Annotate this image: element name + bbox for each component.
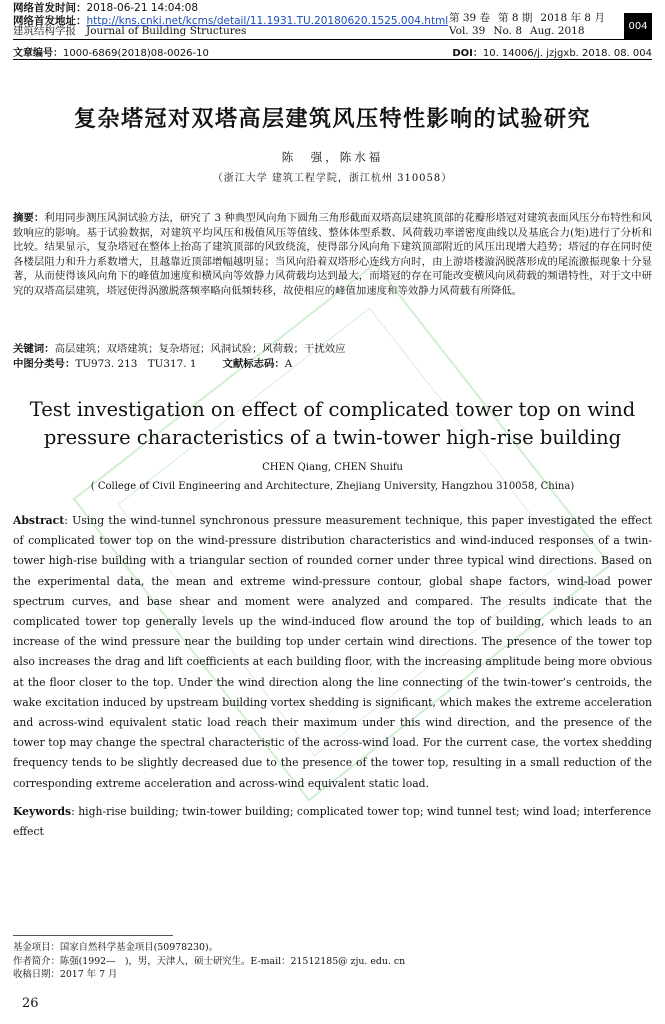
classification — [13, 355, 292, 370]
issue-en: No. 8 — [493, 25, 523, 37]
page-code-badge: 004 — [624, 13, 652, 39]
online-time: 2018-06-21 14:04:08 — [86, 2, 199, 14]
footnote-fund: 基金项目：国家自然科学基金项目(50978230)。 — [13, 942, 219, 953]
abstract-en-text: Using the wind-tunnel synchronous pressure measurement technique, this paper investigated the effect of complicated tower top on the wind-pressure distribution characteristics and wind-induced responses of a twin-tower high-rise building with a triangular section of rounded corner under three typical wind directions. Based on the experimental data, the mean and extreme wind-pressure contour, global shape factors, wind-load power spectrum curves, and base shear and moment were analyzed and compared. The results indicate that the complicated tower top generally levels up the wind-induced flow around the top of building, which leads to an increase of the wind pressure near the building top under certain wind directions. The presence of the tower top also increases the drag and lift coefficients at each building floor, with the increasing amplitude being more obvious at the floor closer to the top. Under the wind direction along the line connecting of the twin-tower’s centroids, the wake excitation induced by upstream building vortex shedding is significant, which makes the extreme acceleration and across-wind equivalent static load reach their maximum under this wind direction, and the presence of the tower top may change the spectral characteristic of the across-wind load. For the current case, the vortex shedding frequency tends to be slightly decreased due to the presence of the tower top, resulting in a small reduction of the corresponding extreme acceleration and across-wind equivalent static load. — [13, 514, 652, 790]
keywords-cn-text: 高层建筑；双塔建筑；复杂塔冠；风洞试验；风荷载；干扰效应 — [54, 343, 346, 355]
article-number — [13, 44, 209, 59]
issue-cn: 第 8 期 — [498, 12, 533, 24]
article-number-value: 1000-6869(2018)08-0026-10 — [63, 48, 209, 59]
keywords-en-label: Keywords — [13, 805, 72, 818]
volume-en: Vol. 39 — [449, 25, 486, 37]
keywords-cn-label: 关键词： — [13, 343, 55, 355]
authors-cn: 陈 强，陈水福 — [281, 150, 384, 164]
footnote-author: 作者简介：陈强(1992— )，男，天津人，硕士研究生。E-mail：21512185@ zju. edu. cn — [13, 955, 406, 967]
metadata-divider — [13, 59, 652, 60]
keywords-cn — [13, 340, 346, 355]
abstract-cn — [13, 211, 652, 298]
keywords-en: Keywords: high-rise building; twin-tower building; complicated tower top; wind tunnel test; wind load; interference effect — [13, 805, 652, 838]
doi — [452, 44, 652, 59]
online-address-link[interactable]: http://kns.cnki.net/kcms/detail/11.1931.TU.20180620.1525.004.html — [86, 15, 449, 27]
abstract-cn-label: 摘要： — [13, 212, 45, 224]
doc-code-label: 文献标志码： — [222, 358, 285, 370]
article-number-label: 文章编号： — [13, 48, 63, 59]
journal-name-cn: 建筑结构学报 — [13, 25, 76, 37]
abstract-cn-text: 利用同步测压风洞试验方法，研究了 3 种典型风向角下圆角三角形截面双塔高层建筑顶部的花瓣形塔冠对建筑表面风压分布特性和风致响应的影响。基于试验数据，对建筑平均风压和极值风压等值线、整体体型系数、风荷载功率谱密度曲线以及基底合力(矩)进行了分析和比较。结果显示，复杂塔冠在整体上抬高了建筑顶部的风致绕流，使得部分风向角下建筑顶部附近的风压出现增大趋势；塔冠的存在同时使各楼层阻力和升力系数增大，且越靠近顶部增幅越明显；当风向沿着双塔形心连线方向时，由上游塔楼漩涡脱落形成的尾流激振现象十分显著，从而使得该风向角下的峰值加速度和横风向等效静力风荷载均达到最大，而塔冠的存在可能改变横风向风荷载的频谱特性，对于文中研究的双塔高层建筑，塔冠使得涡激脱落频率略向低频转移，故使相应的峰值加速度和等效静力风荷载有所降低。 — [13, 212, 653, 297]
journal-name — [13, 23, 246, 38]
abstract-en: Abstract: Using the wind-tunnel synchronous pressure measurement technique, this paper investigated the effect of complicated tower top on the wind-pressure distribution characteristics and wind-induced responses of a twin-tower high-rise building with a triangular section of rounded corner under three typical wind directions. Based on the experimental data, the mean and extreme wind-pressure contour, global shape factors, wind-load power spectrum curves, and base shear and moment were analyzed and compared. The results indicate that the complicated tower top generally levels up the wind-induced flow around the top of building, which leads to an increase of the wind pressure near the building top under certain wind directions. The presence of the tower top also increases the drag and lift coefficients at each building floor, with the increasing amplitude being more obvious at the floor closer to the top. Under the wind direction along the line connecting of the twin-tower’s centroids, the wake excitation induced by upstream building vortex shedding is significant, which makes the extreme acceleration and across-wind equivalent static load reach their maximum under this wind direction, and the presence of the tower top may change the spectral characteristic of the across-wind load. For the current case, the vortex shedding frequency tends to be slightly decreased due to the presence of the tower top, resulting in a small reduction of the corresponding extreme acceleration and across-wind equivalent static load. — [13, 514, 652, 790]
footnotes — [13, 941, 405, 982]
class-number: TU973. 213 TU317. 1 — [75, 358, 197, 370]
title-cn: 复杂塔冠对双塔高层建筑风压特性影响的试验研究 — [73, 107, 591, 132]
title-en-line-1: Test investigation on effect of complicated tower top on wind — [29, 398, 636, 421]
journal-name-en: Journal of Building Structures — [86, 25, 247, 37]
online-address-label: 网络首发地址： — [13, 15, 87, 27]
keywords-en-text: high-rise building; twin-tower building; complicated tower top; wind tunnel test; wind load; interference effect — [13, 805, 652, 838]
header-divider — [13, 39, 652, 40]
title-en — [0, 396, 665, 452]
date-en: Aug. 2018 — [530, 25, 585, 37]
abstract-en-label: Abstract — [13, 514, 65, 527]
doc-code: A — [284, 358, 293, 370]
volume-cn: 第 39 卷 — [449, 12, 491, 24]
doi-value: 10. 14006/j. jzjgxb. 2018. 08. 004 — [482, 48, 652, 59]
class-number-label: 中图分类号： — [13, 358, 76, 370]
volume-info — [449, 12, 605, 38]
date-cn: 2018 年 8 月 — [540, 12, 605, 24]
page-number: 26 — [22, 996, 39, 1011]
footnote-received: 收稿日期：2017 年 7 月 — [13, 969, 118, 980]
title-en-line-2: pressure characteristics of a twin-tower high-rise building — [43, 426, 622, 449]
authors-en: CHEN Qiang, CHEN Shuifu — [262, 462, 403, 473]
doi-label: DOI： — [452, 48, 483, 59]
affiliation-cn: （浙江大学 建筑工程学院，浙江杭州 310058） — [212, 173, 453, 184]
online-time-label: 网络首发时间： — [13, 2, 87, 14]
affiliation-en: ( College of Civil Engineering and Architecture, Zhejiang University, Hangzhou 310058, China) — [90, 481, 575, 492]
footnote-divider — [13, 935, 173, 936]
